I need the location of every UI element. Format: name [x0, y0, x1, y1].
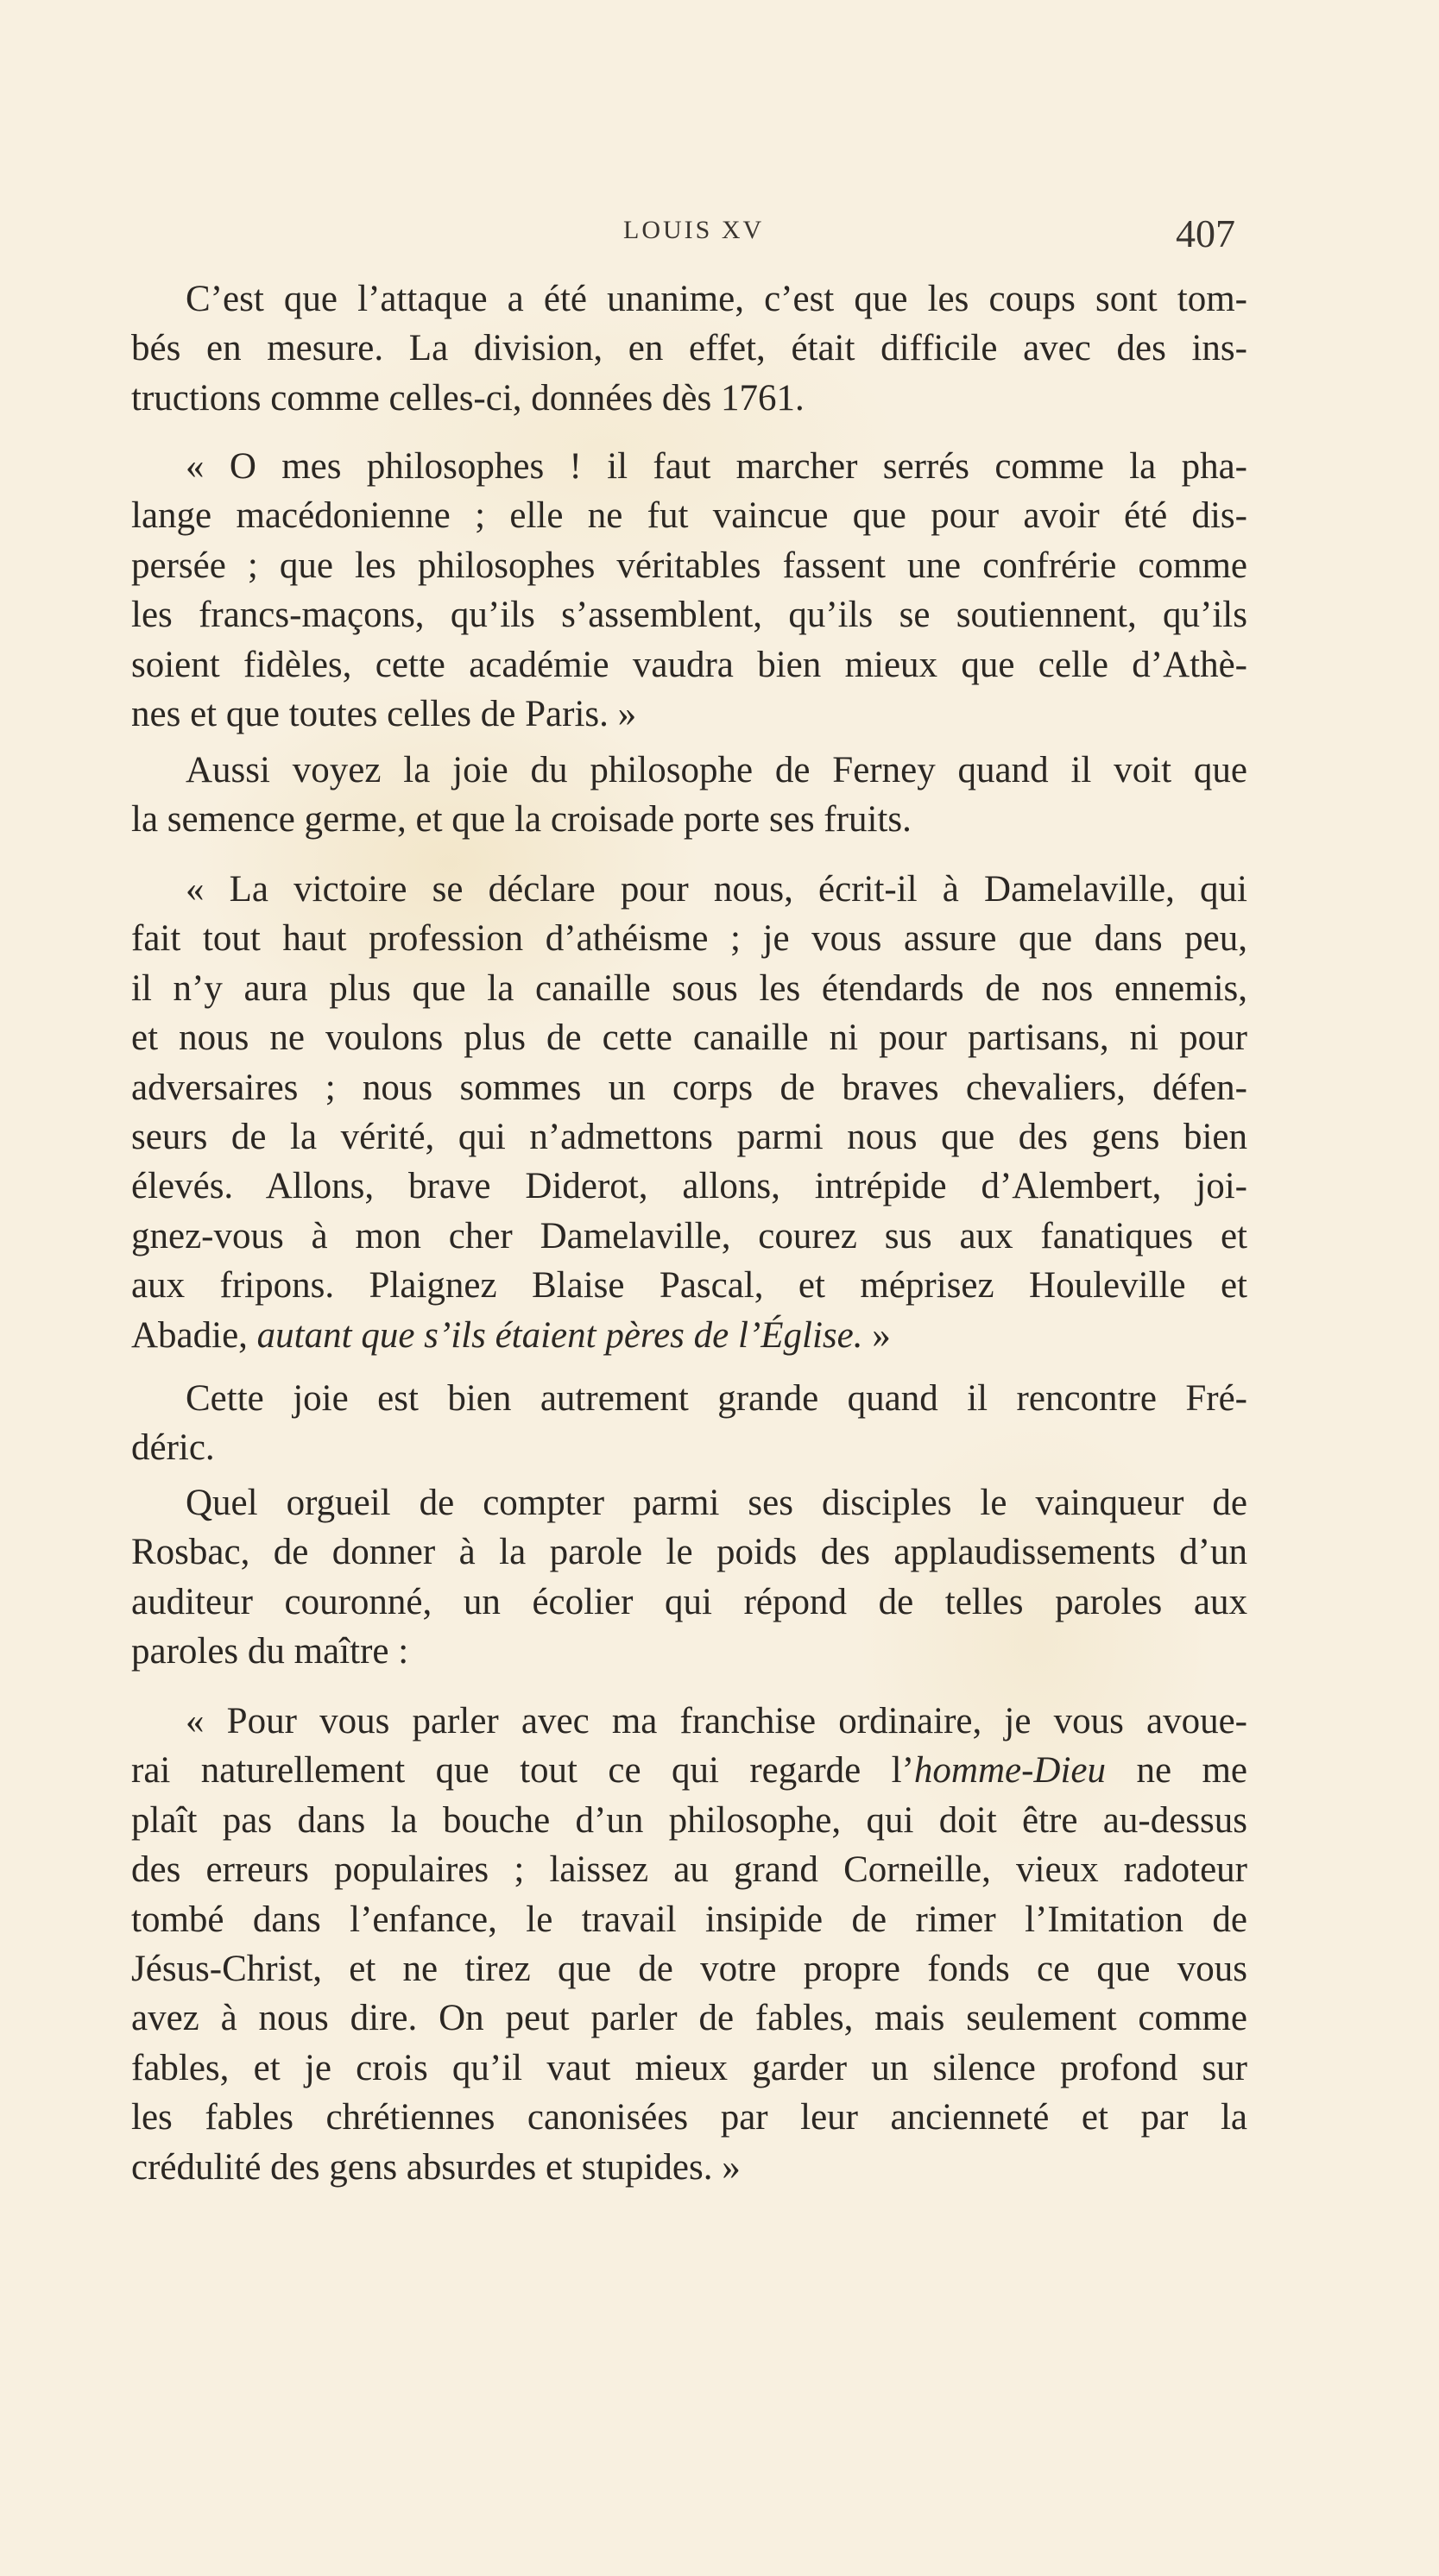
- text-segment: les fables chrétiennes canonisées par leur ancienneté et par la: [131, 2097, 1247, 2138]
- text-line: [131, 1627, 1247, 1676]
- page-number: 407: [1176, 211, 1235, 255]
- text-segment: C’est que l’attaque a été unanime, c’est que les coups sont tom-: [186, 279, 1247, 319]
- text-line: [131, 1746, 1247, 1795]
- paragraph: [131, 746, 1247, 845]
- text-segment: Cette joie est bien autrement grande quand il rencontre Fré-: [186, 1378, 1247, 1419]
- text-line: [131, 690, 1247, 739]
- text-line: [131, 1212, 1247, 1261]
- text-segment: « Pour vous parler avec ma franchise ordinaire, je vous avoue-: [186, 1701, 1247, 1741]
- text-line: [131, 1374, 1247, 1423]
- text-segment: ne me: [1106, 1750, 1247, 1792]
- text-line: [131, 1162, 1247, 1211]
- text-segment: élevés. Allons, brave Diderot, allons, intrépide d’Alembert, joi-: [131, 1166, 1247, 1207]
- running-head: [0, 211, 1439, 254]
- text-line: [131, 1423, 1247, 1472]
- text-segment: Rosbac, de donner à la parole le poids des applaudissements d’un: [131, 1532, 1247, 1573]
- text-segment: aux fripons. Plaignez Blaise Pascal, et méprisez Houleville et: [131, 1265, 1247, 1307]
- italic-text: homme-Dieu: [913, 1750, 1107, 1792]
- text-line: [131, 491, 1247, 540]
- text-segment: Aussi voyez la joie du philosophe de Ferney quand il voit que: [186, 750, 1247, 790]
- text-segment: plaît pas dans la bouche d’un philosophe, qui doit être au-dessus: [131, 1799, 1247, 1841]
- text-line: [131, 442, 1247, 491]
- text-segment: persée ; que les philosophes véritables fassent une confrérie comme: [131, 545, 1247, 586]
- text-segment: adversaires ; nous sommes un corps de braves chevaliers, défen-: [131, 1067, 1247, 1108]
- text-segment: rai naturellement que tout ce qui regarde l’: [131, 1750, 914, 1792]
- text-segment: »: [862, 1314, 891, 1356]
- text-segment: tructions comme celles-ci, données dès 1761.: [131, 377, 805, 419]
- text-segment: Quel orgueil de compter parmi ses disciples le vainqueur de: [186, 1483, 1247, 1523]
- text-line: [131, 590, 1247, 639]
- paragraph: [131, 442, 1247, 739]
- text-line: [131, 865, 1247, 914]
- text-line: [131, 2143, 1247, 2192]
- text-line: [131, 1311, 1247, 1360]
- text-segment: auditeur couronné, un écolier qui répond de telles paroles aux: [131, 1581, 1247, 1622]
- text-line: [131, 374, 1247, 423]
- text-segment: nes et que toutes celles de Paris. »: [131, 693, 637, 734]
- text-segment: soient fidèles, cette académie vaudra bien mieux que celle d’Athè-: [131, 644, 1247, 685]
- text-segment: gnez-vous à mon cher Damelaville, courez sus aux fanatiques et: [131, 1215, 1247, 1257]
- text-line: [131, 1697, 1247, 1746]
- text-line: [131, 1895, 1247, 1944]
- text-line: [131, 914, 1247, 963]
- text-segment: « O mes philosophes ! il faut marcher serrés comme la pha-: [186, 446, 1247, 487]
- text-segment: Abadie,: [131, 1314, 257, 1356]
- text-segment: les francs-maçons, qu’ils s’assemblent, qu’ils se soutiennent, qu’ils: [131, 595, 1247, 636]
- text-line: [131, 1478, 1247, 1527]
- text-segment: bés en mesure. La division, en effet, était difficile avec des ins-: [131, 328, 1247, 369]
- text-line: [131, 1578, 1247, 1627]
- text-line: [131, 2093, 1247, 2142]
- text-segment: des erreurs populaires ; laissez au grand Corneille, vieux radoteur: [131, 1849, 1247, 1891]
- text-line: [131, 2044, 1247, 2093]
- text-line: [131, 964, 1247, 1013]
- text-segment: lange macédonienne ; elle ne fut vaincue que pour avoir été dis-: [131, 495, 1247, 537]
- text-line: [131, 1527, 1247, 1577]
- text-segment: crédulité des gens absurdes et stupides. »: [131, 2146, 741, 2188]
- text-segment: paroles du maître :: [131, 1631, 409, 1672]
- text-line: [131, 1845, 1247, 1894]
- paragraph: [131, 865, 1247, 1360]
- text-line: [131, 746, 1247, 795]
- text-line: [131, 1944, 1247, 1993]
- paragraph: [131, 1478, 1247, 1677]
- text-line: [131, 795, 1247, 844]
- text-segment: il n’y aura plus que la canaille sous les étendards de nos ennemis,: [131, 967, 1247, 1009]
- text-line: [131, 324, 1247, 373]
- text-segment: déric.: [131, 1427, 215, 1469]
- text-line: [131, 1993, 1247, 2043]
- text-segment: tombé dans l’enfance, le travail insipide de rimer l’Imitation de: [131, 1899, 1247, 1940]
- text-segment: seurs de la vérité, qui n’admettons parmi nous que des gens bien: [131, 1116, 1247, 1157]
- text-line: [131, 541, 1247, 590]
- text-line: [131, 640, 1247, 690]
- running-head-title: LOUIS XV: [623, 216, 765, 244]
- text-line: [131, 1013, 1247, 1062]
- text-segment: la semence germe, et que la croisade porte ses fruits.: [131, 799, 912, 841]
- text-line: [131, 1063, 1247, 1112]
- italic-text: autant que s’ils étaient pères de l’Église.: [256, 1314, 863, 1356]
- text-segment: « La victoire se déclare pour nous, écrit-il à Damelaville, qui: [186, 869, 1247, 910]
- text-line: [131, 274, 1247, 324]
- text-line: [131, 1796, 1247, 1845]
- text-segment: et nous ne voulons plus de cette canaille ni pour partisans, ni pour: [131, 1017, 1247, 1059]
- text-segment: fables, et je crois qu’il vaut mieux garder un silence profond sur: [131, 2047, 1247, 2088]
- text-line: [131, 1261, 1247, 1310]
- text-segment: Jésus-Christ, et ne tirez que de votre propre fonds ce que vous: [131, 1948, 1247, 1989]
- paragraph: [131, 1374, 1247, 1473]
- text-segment: avez à nous dire. On peut parler de fables, mais seulement comme: [131, 1998, 1247, 2039]
- text-segment: fait tout haut profession d’athéisme ; je vous assure que dans peu,: [131, 918, 1247, 960]
- paragraph: [131, 274, 1247, 423]
- text-line: [131, 1112, 1247, 1162]
- paragraph: [131, 1697, 1247, 2192]
